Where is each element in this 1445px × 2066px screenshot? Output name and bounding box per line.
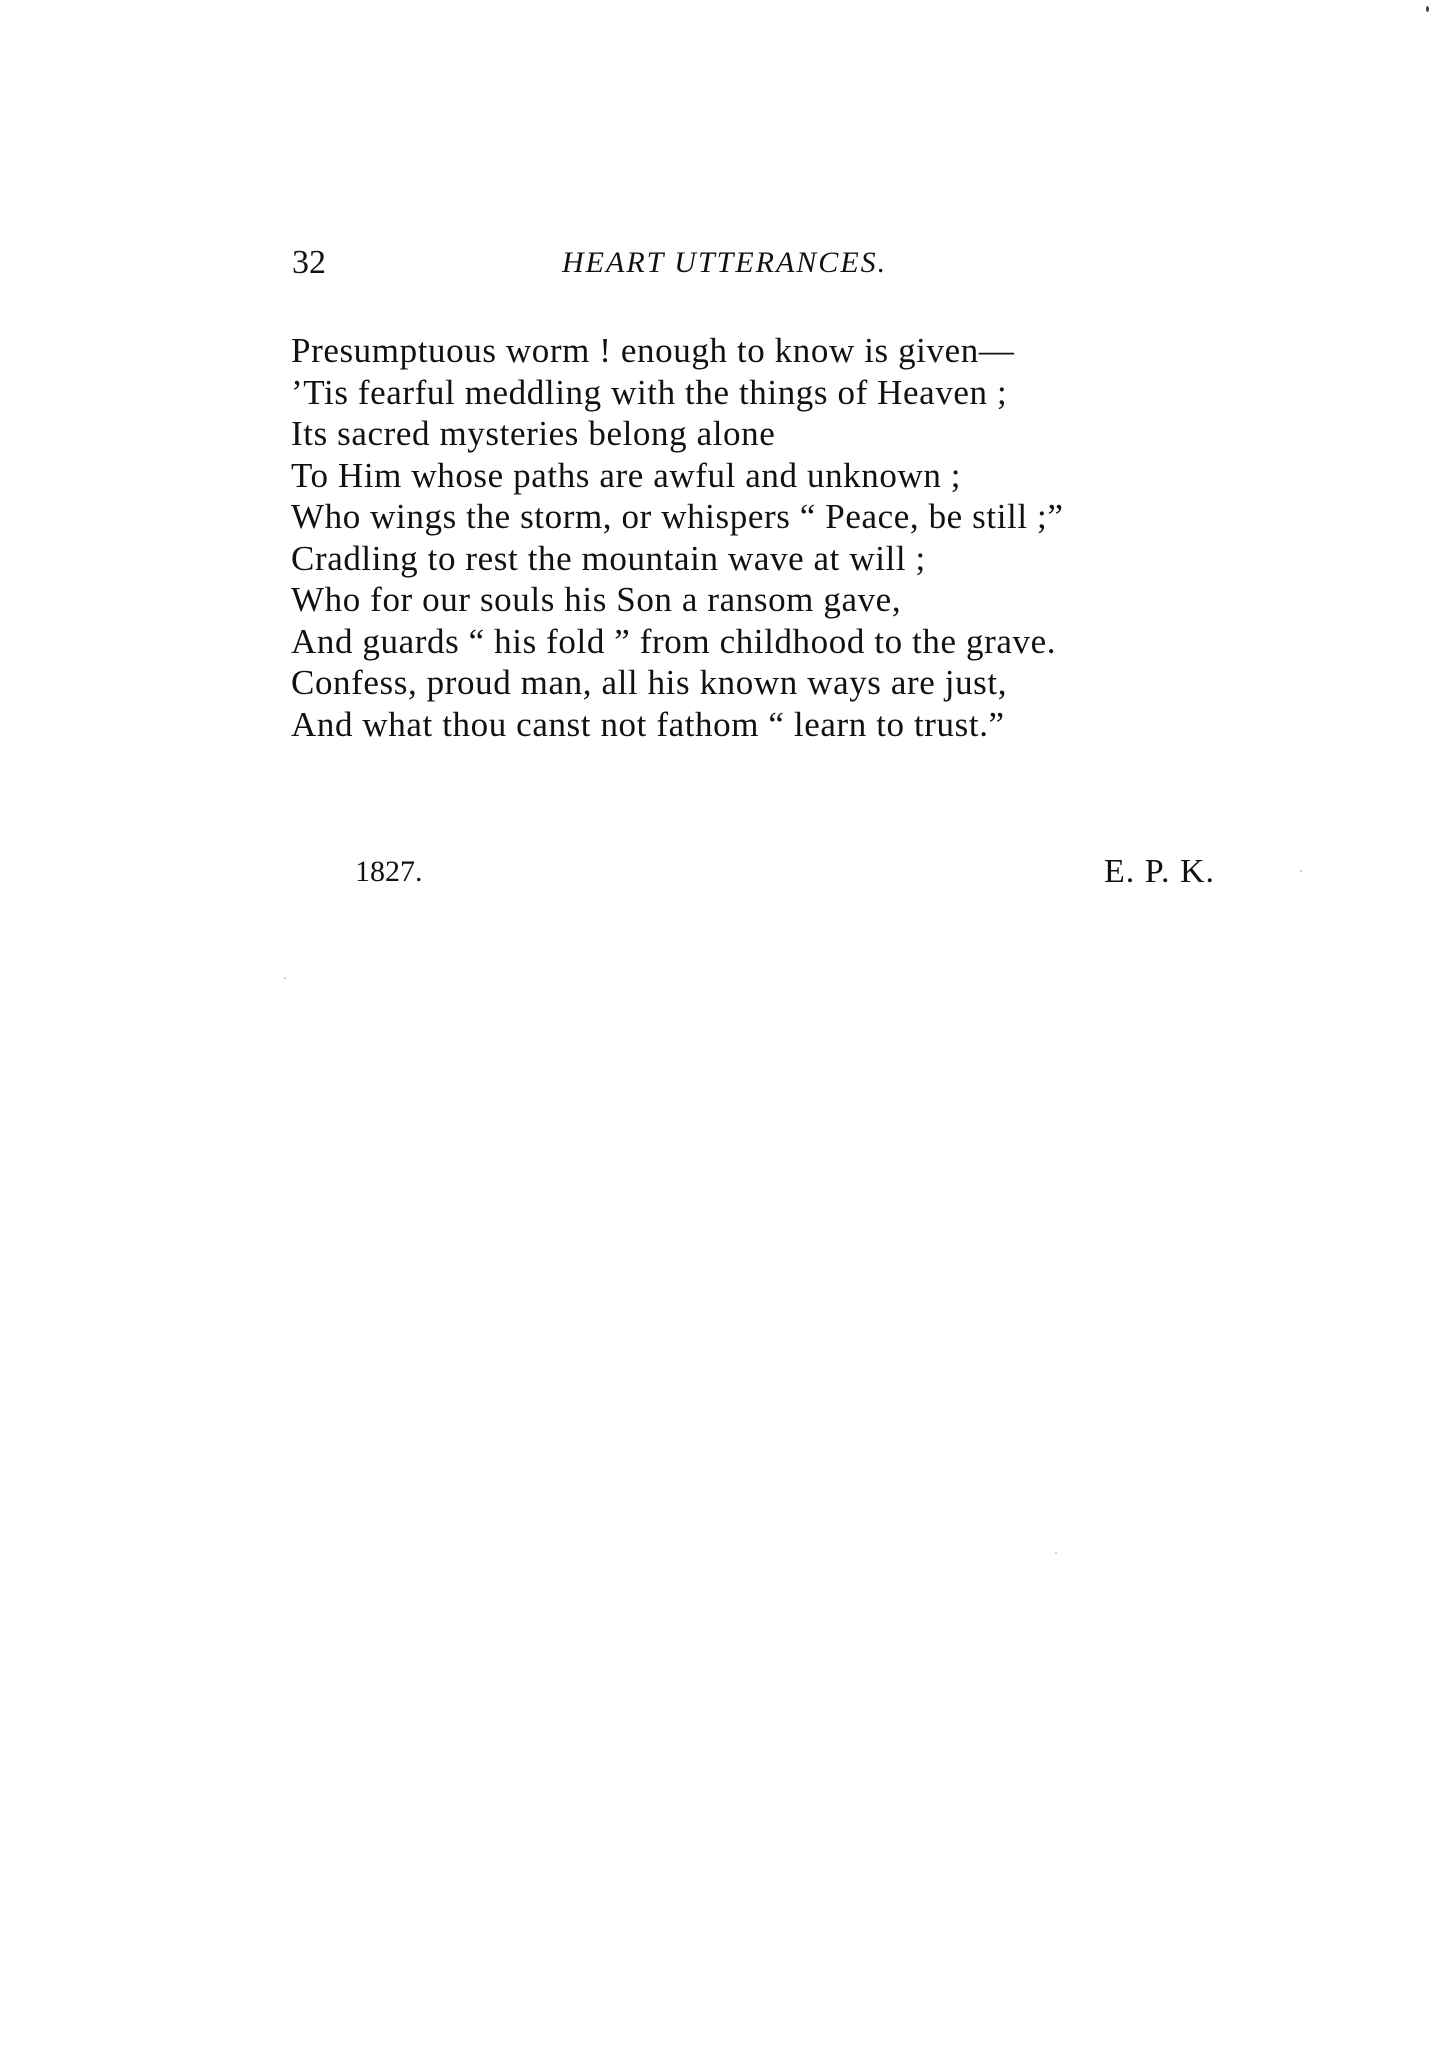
- poem-line: And what thou canst not fathom “ learn to trust.”: [291, 704, 1005, 744]
- poem-line: Confess, proud man, all his known ways are just,: [291, 663, 1008, 702]
- running-head: [292, 240, 1232, 286]
- page-number: 32: [292, 244, 326, 281]
- signoff: [355, 850, 1215, 894]
- poem-stanza: [291, 330, 1251, 745]
- poem-line: Who for our souls his Son a ransom gave,: [291, 580, 902, 619]
- poem-line: Its sacred mysteries belong alone: [291, 414, 776, 453]
- poem-date: 1827.: [355, 855, 423, 888]
- scan-speck: [284, 977, 286, 979]
- running-title: HEART UTTERANCES.: [562, 246, 888, 279]
- poem-line: Cradling to rest the mountain wave at will ;: [291, 538, 926, 578]
- poem-line: And guards “ his fold ” from childhood to the grave.: [291, 621, 1057, 661]
- poem-line: ’Tis fearful meddling with the things of Heaven ;: [291, 372, 1008, 412]
- scan-speck: [1426, 6, 1429, 12]
- scan-speck: [1300, 870, 1302, 872]
- scan-speck: [1055, 1552, 1057, 1554]
- poem-line: Presumptuous worm ! enough to know is given—: [291, 331, 1015, 370]
- author-initials: E. P. K.: [1104, 853, 1215, 890]
- poem-line: Who wings the storm, or whispers “ Peace, be still ;”: [291, 497, 1064, 536]
- poem-line: To Him whose paths are awful and unknown ;: [291, 455, 962, 495]
